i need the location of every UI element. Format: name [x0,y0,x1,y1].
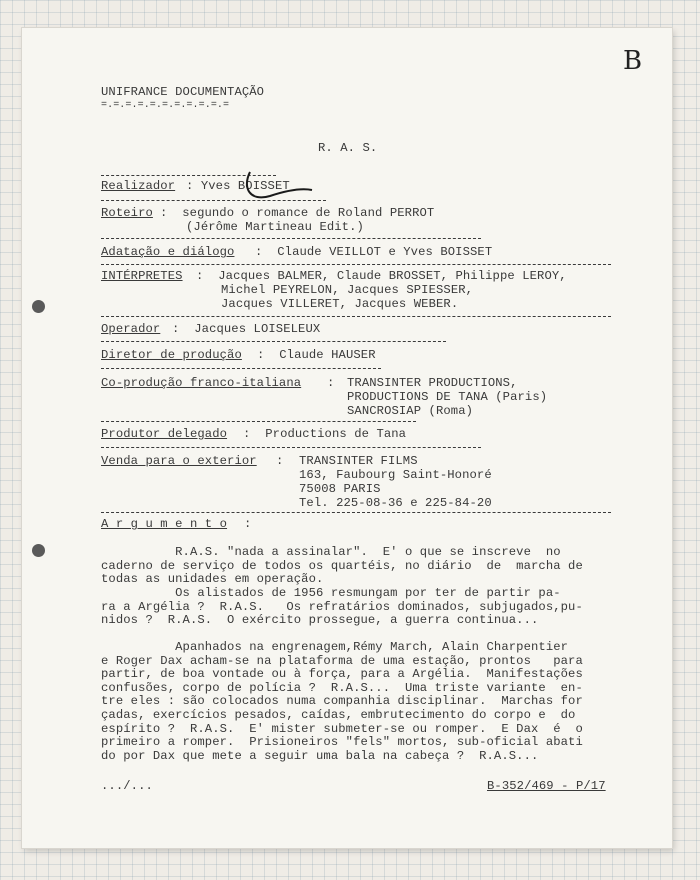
cast-label: INTÉRPRETES [101,269,183,283]
divider [101,264,611,265]
argument-line: primeiro a romper. Prisioneiros "fels" mortos, sub-oficial abati [101,735,583,750]
sales-line: Tel. 225-08-36 e 225-84-20 [299,496,492,510]
divider [101,447,481,448]
divider [101,512,611,513]
argument-colon: : [244,517,252,531]
argument-label: A r g u m e n t o [101,517,228,531]
coproduction-line: TRANSINTER PRODUCTIONS, [347,376,518,390]
argument-line: tre eles : são colocados numa companhia disciplinar. Marchas for [101,694,583,709]
cast-line: Jacques VILLERET, Jacques WEBER. [221,297,459,311]
coproduction-colon: : [327,376,335,390]
argument-line: Os alistados de 1956 resmungam por ter de partir pa- [101,586,561,600]
divider [101,421,416,422]
pen-mark [240,168,320,208]
argument-line: e Roger Dax acham-se na plataforma de uma estação, prontos para [101,653,583,668]
continued-marker: .../... [101,779,153,793]
argument-line: nidos ? R.A.S. O exército prossegue, a guerra continua... [101,613,539,628]
org-header: UNIFRANCE DOCUMENTAÇÃO [101,85,265,99]
coproduction-label: Co-produção franco-italiana [101,376,302,390]
divider [101,368,381,369]
operator-value: : Jacques LOISELEUX [172,322,321,336]
divider [101,200,326,201]
argument-line: confusões, corpo de polícia ? R.A.S... Uma triste variante en- [101,680,583,695]
script-label: Roteiro [101,206,153,220]
sales-label: Venda para o exterior [101,454,257,468]
argument-line: caderno de serviço de todos os quartéis, no diário de marcha de [101,558,583,573]
cast-line: Michel PEYRELON, Jacques SPIESSER, [221,283,474,297]
argument-line: Apanhados na engrenagem,Rémy March, Alain Charpentier [101,640,569,654]
corner-mark: B [623,46,643,76]
reference-number: B-352/469 - P/17 [487,779,606,793]
punch-hole [32,300,45,313]
argument-line: çadas, exercícios pesados, caídas, embrutecimento do corpo e do [101,708,576,722]
adaptation-label: Adatação e diálogo [101,245,235,259]
divider [101,341,446,342]
script-line: (Jérôme Martineau Edit.) [186,220,364,234]
org-rule: =.=.=.=.=.=.=.=.=.=.= [101,100,230,111]
page-title: R. A. S. [318,141,378,155]
divider [101,316,611,317]
argument-line: partir, de boa vontade ou à força, para a Argélia. Manifestações [101,667,583,682]
delegate-label: Produtor delegado [101,427,228,441]
coproduction-line: SANCROSIAP (Roma) [347,404,474,418]
cast-line: : Jacques BALMER, Claude BROSSET, Philippe LEROY, [196,269,567,283]
production-director-label: Diretor de produção [101,348,242,362]
punch-hole [32,544,45,557]
director-value: : Yves BOISSET [186,179,290,193]
argument-line: do por Dax que mete a seguir uma bala na cabeça ? R.A.S... [101,748,539,763]
sales-line: 163, Faubourg Saint-Honoré [299,468,492,482]
script-line: : segundo o romance de Roland PERROT [160,206,435,220]
argument-line: ra a Argélia ? R.A.S. Os refratários dominados, subjugados,pu- [101,599,583,614]
director-label: Realizador [101,179,176,193]
divider [101,238,481,239]
coproduction-line: PRODUCTIONS DE TANA (Paris) [347,390,548,404]
argument-line: espírito ? R.A.S. E' mister submeter-se ou romper. E Dax é o [101,721,583,736]
sales-line: 75008 PARIS [299,482,381,496]
argument-line: R.A.S. "nada a assinalar". E' o que se inscreve no [101,545,561,559]
operator-label: Operador [101,322,161,336]
argument-line: todas as unidades em operação. [101,572,324,587]
sales-colon: : [276,454,284,468]
delegate-value: : Productions de Tana [243,427,407,441]
adaptation-value: : Claude VEILLOT e Yves BOISSET [255,245,493,259]
sales-line: TRANSINTER FILMS [299,454,418,468]
production-director-value: : Claude HAUSER [257,348,376,362]
